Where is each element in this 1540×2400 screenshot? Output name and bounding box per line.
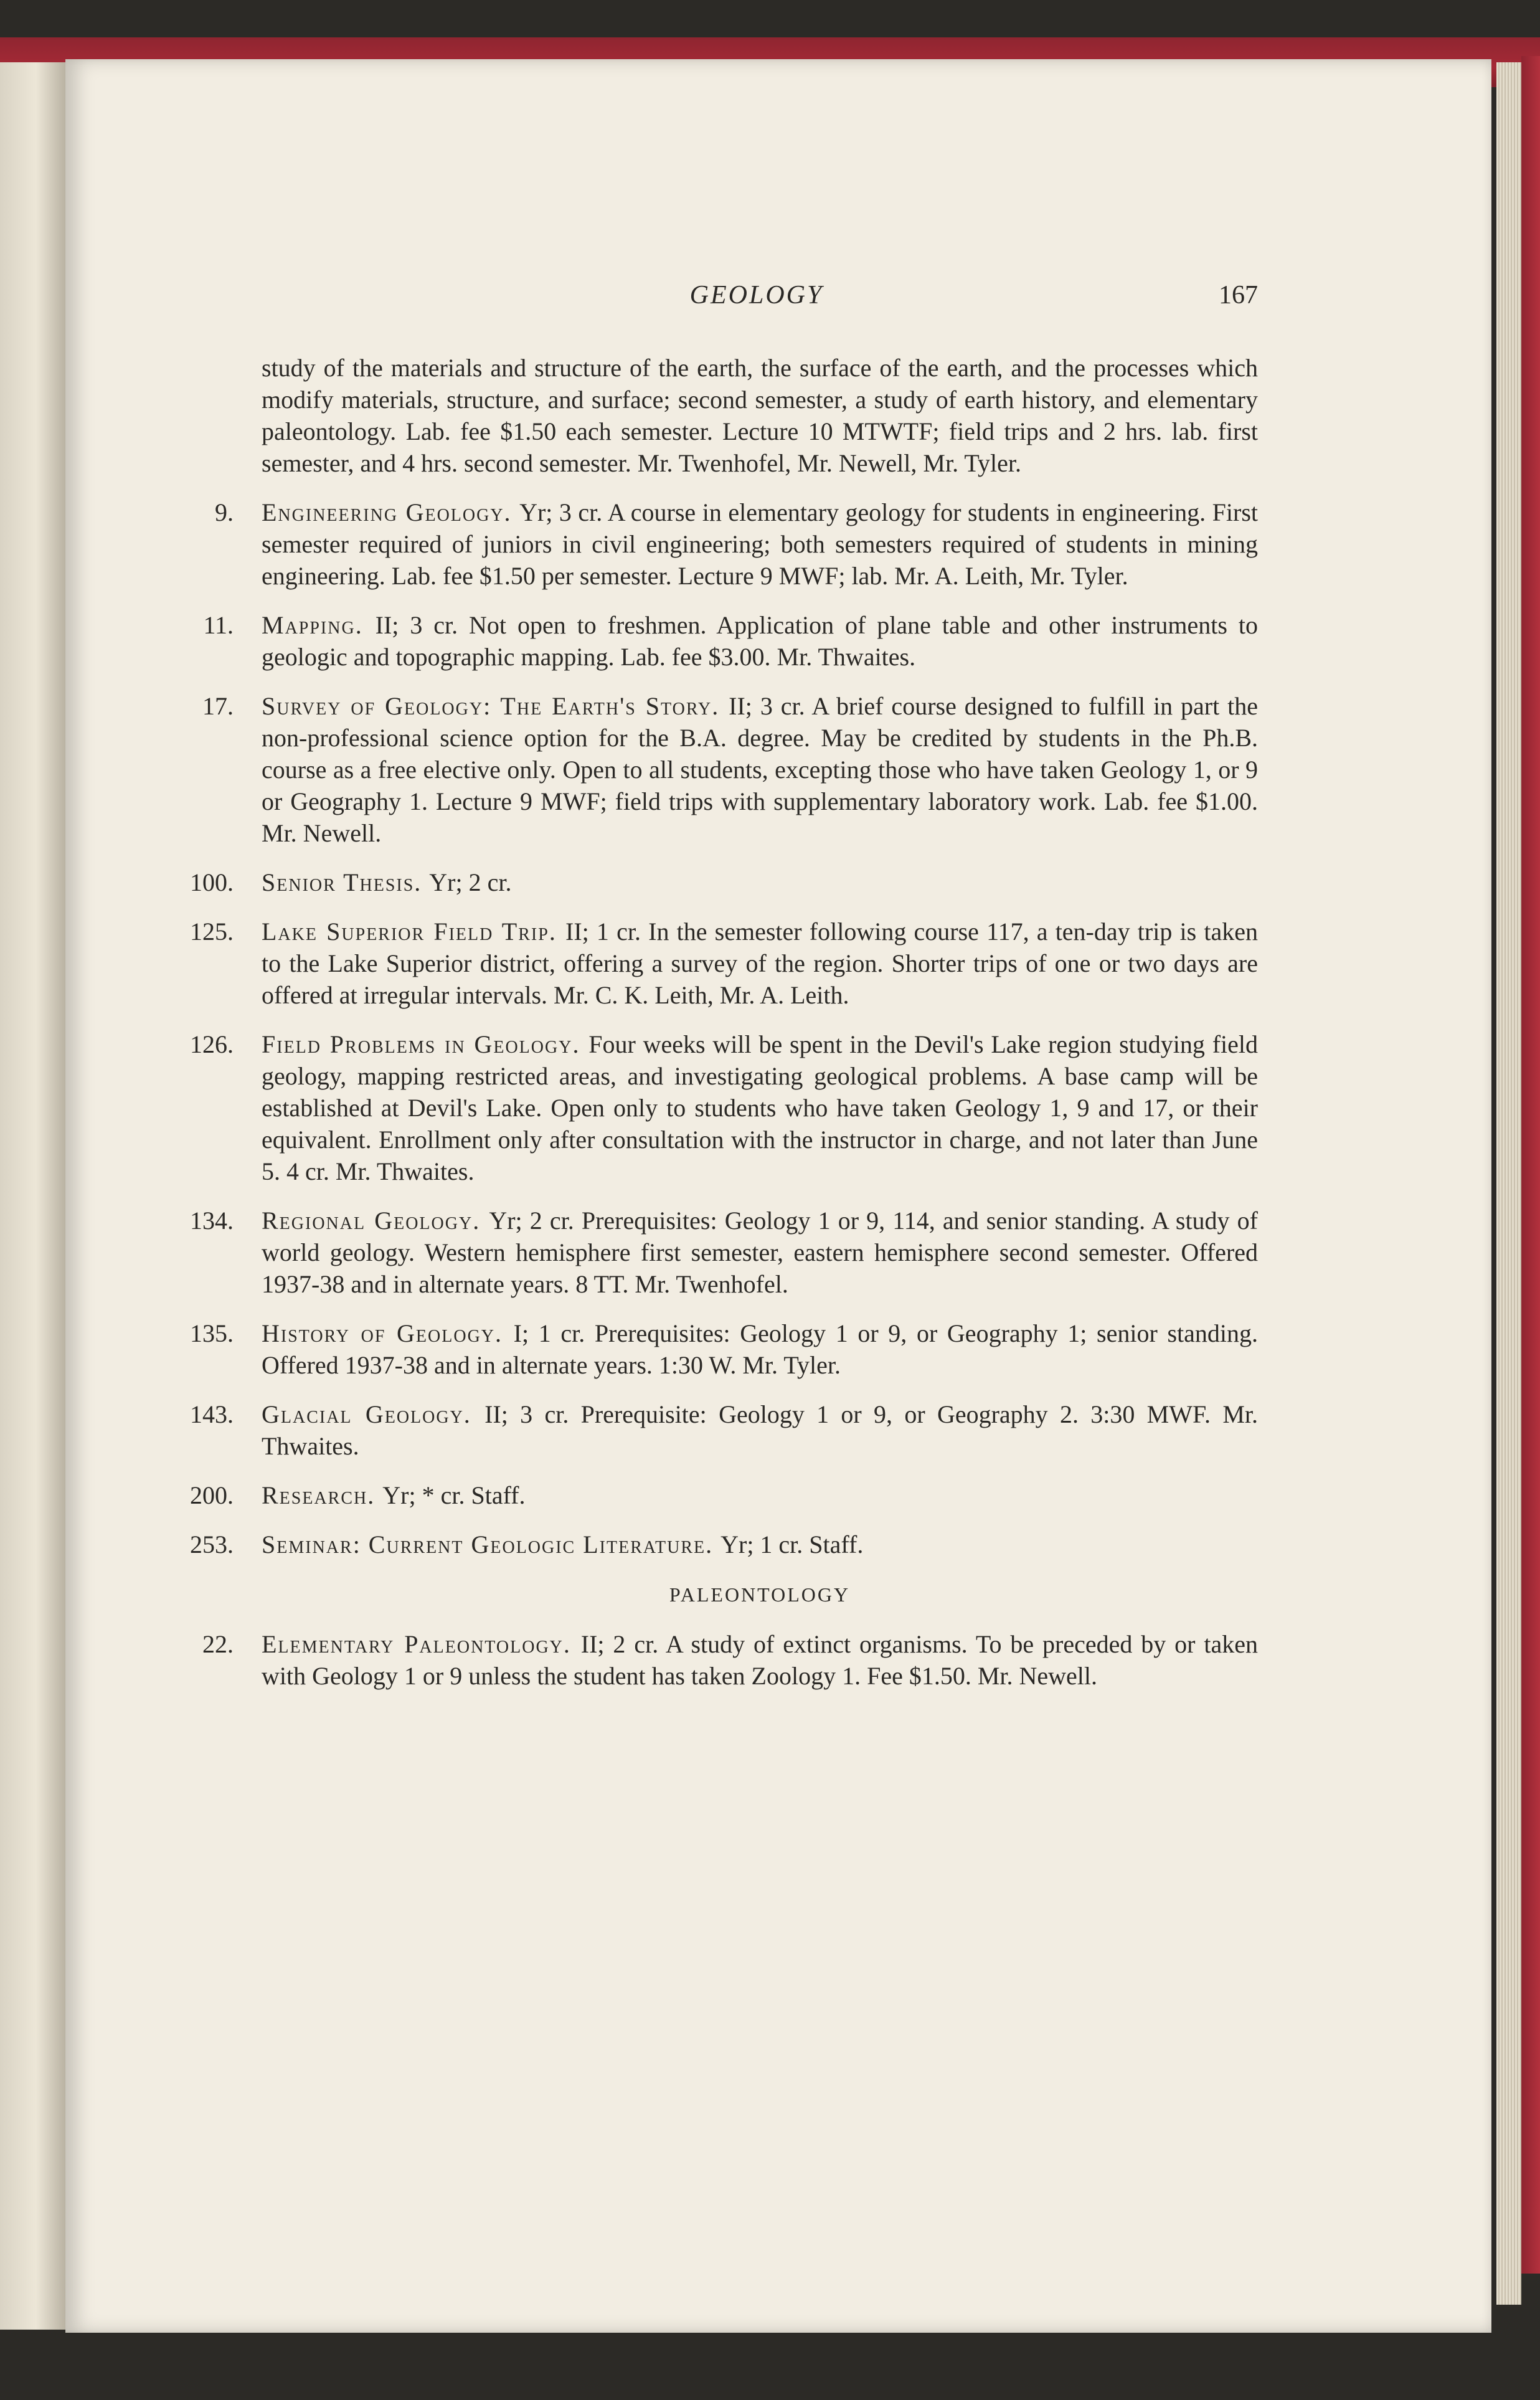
course-number: 9. [215,498,234,526]
course-entry [168,690,1258,849]
course-description: Four weeks will be spent in the Devil's Lake region studying field geology, mapping restricted areas, and investigating geological problems. A base camp will be established at Devil's Lake. Open only to students who have taken Geology 1, 9 and 17, or their equivalent. Enrollment only after consultation with the instructor in charge, and not later than June 5. 4 cr. Mr. Thwaites. [262,1030,1258,1185]
course-description: I; 1 cr. Prerequisites: Geology 1 or 9, or Geography 1; senior standing. Offered 1937-38 and in alternate years. 1:30 W. Mr. Tyler. [262,1319,1258,1379]
course-entry [168,1317,1258,1381]
intro-paragraph [168,352,1258,479]
running-head [255,280,1258,318]
course-number: 22. [202,1630,234,1658]
course-description: Yr; 3 cr. A course in elementary geology for students in engineering. First semester required of juniors in civil engineering; both semesters required of students in mining engineering. Lab. fee $1.50 per semester. Lecture 9 MWF; lab. Mr. A. Leith, Mr. Tyler. [262,498,1258,590]
course-number: 253. [190,1530,234,1558]
page-number: 167 [1219,281,1258,310]
section-heading: PALEONTOLOGY [669,1583,851,1606]
course-number: 200. [190,1481,234,1509]
course-number: 125. [190,918,234,946]
course-title: Survey of Geology: The Earth's Story. [262,692,729,720]
course-title: Lake Superior Field Trip. [262,918,565,946]
course-list [168,352,1258,1692]
course-title: Senior Thesis. [262,868,430,896]
course-entry [168,1628,1258,1692]
course-number: 11. [203,611,234,639]
course-description: II; 3 cr. A brief course designed to fulfill in part the non-professional science option for the B.A. degree. May be credited by students in the Ph.B. course as a free elective only. Open to all students, excepting those who have taken Geology 1, or 9 or Geography 1. Lecture 9 MWF; field trips with supplementary laboratory work. Lab. fee $1.00. Mr. Newell. [262,692,1259,847]
page-title: GEOLOGY [689,281,824,310]
facing-page-edge [0,62,65,2330]
course-entry [168,496,1258,592]
course-entry [168,1398,1258,1462]
course-entry [168,1529,1258,1560]
course-entry [168,1479,1258,1511]
course-number: 100. [190,868,234,896]
course-entry [168,609,1258,673]
course-entry [168,916,1258,1011]
course-title: Research. [262,1481,383,1509]
course-title: Glacial Geology. [262,1400,485,1428]
course-title: Mapping. [262,611,376,639]
intro-text: study of the materials and structure of the earth, the surface of the earth, and the processes which modify materials, structure, and surface; second semester, a study of earth history, and elementary paleontology. Lab. fee $1.50 each semester. Lecture 10 MTWTF; field trips and 2 hrs. lab. first semester, and 4 hrs. second semester. Mr. Twenhofel, Mr. Newell, Mr. Tyler. [262,354,1258,477]
course-title: Regional Geology. [262,1207,489,1235]
course-number: 17. [202,692,234,720]
page-edges [1496,62,1521,2305]
course-entry [168,1205,1258,1300]
course-number: 134. [190,1207,234,1235]
course-title: History of Geology. [262,1319,514,1347]
course-number: 143. [190,1400,234,1428]
course-description: Yr; * cr. Staff. [382,1481,526,1509]
course-title: Field Problems in Geology. [262,1030,589,1058]
course-description: Yr; 1 cr. Staff. [720,1530,864,1558]
course-title: Seminar: Current Geologic Literature. [262,1530,721,1558]
course-title: Engineering Geology. [262,498,520,526]
course-description: II; 1 cr. In the semester following course 117, a ten-day trip is taken to the Lake Superior district, offering a survey of the region. Shorter trips of one or two days are offered at irregular intervals. Mr. C. K. Leith, Mr. A. Leith. [262,918,1258,1009]
course-entry [168,1028,1258,1187]
course-description: II; 3 cr. Prerequisite: Geology 1 or 9, or Geography 2. 3:30 MWF. Mr. Thwaites. [262,1400,1258,1460]
course-entry [168,866,1258,898]
course-description: Yr; 2 cr. [429,868,512,896]
course-number: 135. [190,1319,234,1347]
course-title: Elementary Paleontology. [262,1630,581,1658]
book-cover-right [1521,56,1540,2274]
course-description: Yr; 2 cr. Prerequisites: Geology 1 or 9, 114, and senior standing. A study of world geology. Western hemisphere first semester, eastern hemisphere second semester. Offered 1937-38 and in alternate years. 8 TT. Mr. Twenhofel. [262,1207,1258,1298]
course-description: II; 3 cr. Not open to freshmen. Application of plane table and other instruments to geologic and topographic mapping. Lab. fee $3.00. Mr. Thwaites. [262,611,1258,671]
course-description: II; 2 cr. A study of extinct organisms. To be preceded by or taken with Geology 1 or 9 unless the student has taken Zoology 1. Fee $1.50. Mr. Newell. [262,1630,1258,1690]
course-number: 126. [190,1030,234,1058]
